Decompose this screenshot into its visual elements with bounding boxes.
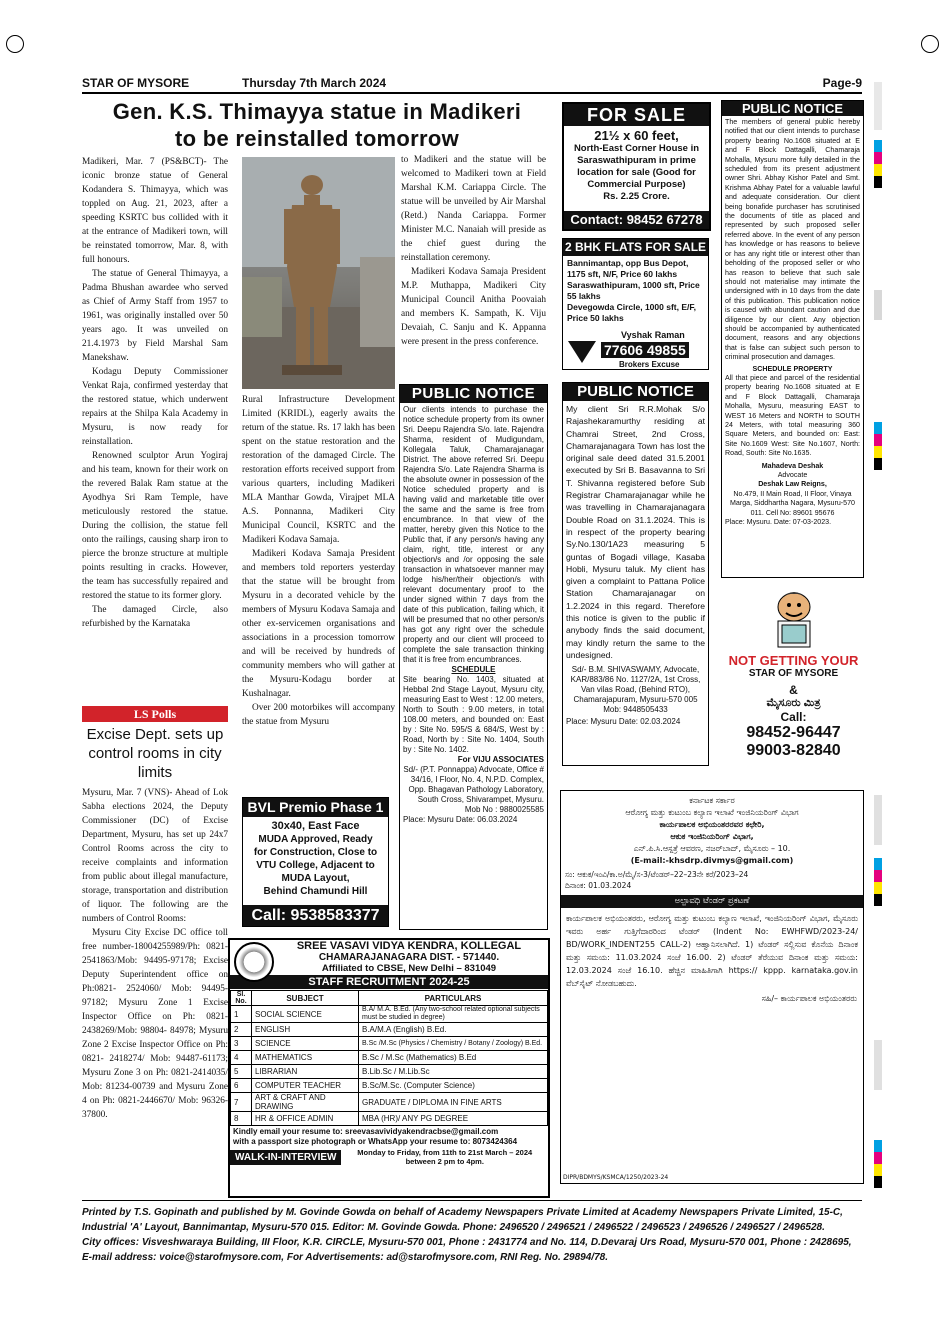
ad-paper: STAR OF MYSORE (748, 668, 839, 679)
ad-phone: Contact: 98452 67278 (564, 211, 709, 229)
cell: 5 (231, 1065, 252, 1079)
ad-amp: & (789, 683, 798, 697)
tender-code: DIPR/BDMYS/KSMCA/1250/2023-24 (563, 1174, 669, 1181)
ad-line: Saraswathipuram in prime (577, 155, 696, 166)
public-notice-viju (399, 384, 548, 930)
cell: B.Sc /M.Sc (Physics / Chemistry / Botany / Zoology) B.Ed. (359, 1037, 548, 1051)
cell: B.A/M.A (English) B.Ed. (359, 1023, 548, 1037)
tender-ref: ಸಂ: ಆಕುಕ/ಇಂವಿ/ಕಾ.ಅ/ಮೈ/ಸ-3/ಟೆಂಡರ್–22–23ನೇ ಕರೆ/2023–24 (565, 870, 749, 879)
subscription-ad (725, 585, 862, 775)
cell: 2 (231, 1023, 252, 1037)
public-notice-deshak (721, 100, 864, 578)
column-header: Sl. No. (231, 991, 252, 1006)
notice-title: PUBLIC NOTICE (722, 101, 863, 116)
school-whatsapp: with a passport size photograph or WhatsApp your resume to: 8073424364 (233, 1137, 518, 1146)
notice-place: Place: Mysuru Date: 06.03.2024 (403, 815, 518, 824)
cell: 7 (231, 1093, 252, 1112)
ad-title: BVL Premio Phase 1 (243, 798, 388, 817)
ad-phone: Call: 9538583377 (243, 905, 388, 926)
tender-date: ದಿನಾಂಕ: 01.03.2024 (565, 881, 632, 890)
column-header: SUBJECT (252, 991, 359, 1006)
advocate-address: No.479, II Main Road, II Floor, Vinaya Marga, Siddhartha Nagara, Mysuru-570 011. Cell No: 89601 95676 (730, 489, 855, 517)
ad-line: VTU College, Adjacent to (256, 860, 375, 871)
logo-icon (568, 341, 596, 363)
school-email: Kindly email your resume to: sreevasavividyakendracbse@gmail.com (233, 1127, 499, 1136)
statue-photo (242, 157, 395, 389)
recruitment-table (230, 990, 548, 1126)
advocate-role: Advocate (777, 471, 808, 480)
paragraph: Madikeri Kodava Samaja President M.P. Muthappa, Madikeri City Municipal Council Anitha Poovaiah and members K. Sampath, K. Viju Devaiah, C. Sanju and K. Appanna were present in the press conference. (401, 267, 546, 347)
imprint-footer (82, 1200, 862, 1265)
paragraph: Mysuru City Excise DC office toll free number-18004255989/Ph: 0821-2541863/Mob: 94495-97178; Excise Deputy Superintendent office on Ph:0821- 2524060/ Mob: 94495- 97182; Mysuru Zone 1 Excise Inspector Office on Ph: 0821-2438269/Mob: 98804- 84978; Mysuru Zone 2 Excise Inspector Office on Ph: 0821- 2418274/ Mob: 94487-61173; Mysuru Zone 3 on Ph: 0821-2414035/ Mob: 81234-00739 and Mysuru Zone 4 on Ph: 0821-2446670/ Mob: 96326-37800. (82, 928, 228, 1120)
cell: MBA (HR)/ ANY PG DEGREE (359, 1112, 548, 1126)
headline-line: to be reinstalled tomorrow (174, 126, 460, 151)
schedule-title: SCHEDULE PROPERTY (752, 364, 833, 373)
paragraph: The damaged Circle, also refurbished by the Karnataka (82, 605, 228, 629)
tender-notice (560, 790, 864, 1184)
masthead (82, 74, 862, 94)
tender-signature: ಸಹಿ/– ಕಾರ್ಯಪಾಲಕ ಅಭಿಯಂತರರು (761, 994, 857, 1003)
cell: B.A/ M.A. B.Ed. (Any two-school related optional subjects must be studied in degree) (359, 1006, 548, 1023)
cell: B.Sc / M.Sc (Mathematics) B.Ed (359, 1051, 548, 1065)
recruitment-banner: STAFF RECRUITMENT 2024-25 (230, 975, 548, 989)
mascot-icon (762, 585, 826, 649)
cell: 1 (231, 1006, 252, 1023)
tender-line: ಕರ್ನಾಟಕ ಸರ್ಕಾರ (689, 796, 735, 805)
notice-title: PUBLIC NOTICE (400, 385, 547, 403)
ad-line: North-East Corner House in (573, 143, 700, 154)
notice-title: PUBLIC NOTICE (563, 383, 708, 401)
agent-phone: 77606 49855 (601, 342, 689, 358)
headline-line: Gen. K.S. Thimayya statue in Madikeri (112, 99, 522, 124)
lead-headline (82, 98, 552, 152)
tender-body: ಕಾರ್ಯಪಾಲಕ ಅಭಿಯಂತರರು, ಆರೋಗ್ಯ ಮತ್ತು ಕುಟುಂಬ ಕಲ್ಯಾಣ ಇಲಾಖೆ, ಇಂಜಿನಿಯರಿಂಗ್ ವಿಭಾಗ, ಮೈಸೂರು ಇವರು ಅರ್ಹ ಗುತ್ತಿಗೆದಾರರಿಂದ ಟೆಂಡರ್ (Indent No: EWHFWD/2023-24/ BD/WORK_INDENT255 CALL-2) ಆಹ್ವಾನಿಸಲಾಗಿದೆ. 1) ಟೆಂಡರ್ ಸಲ್ಲಿಸುವ ಕೊನೆಯ ದಿನಾಂಕ ಮತ್ತು ಸಮಯ: 11.03.2024 ಸಂಜೆ 16.00. 2) ಟೆಂಡರ್ ತೆರೆಯುವ ದಿನಾಂಕ ಮತ್ತು ಸಮಯ: 12.03.2024 ಸಂಜೆ 16.10. ಹೆಚ್ಚಿನ ಮಾಹಿತಿಗಾಗಿ https:// kppp. karnataka.gov.in ವೆಬ್‌ಸೈಟ್ ನೋಡಬಹುದು. (566, 914, 858, 988)
ad-line: location for sale (Good for (577, 167, 696, 178)
school-recruitment-ad (228, 938, 550, 1198)
schedule-title: SCHEDULE (451, 665, 496, 674)
cell: GRADUATE / DIPLOMA IN FINE ARTS (359, 1093, 548, 1112)
advocate-name: Mahadeva Deshak (761, 461, 824, 470)
agent-tag: Brokers Excuse (619, 360, 680, 369)
ad-headline: NOT GETTING YOUR (728, 653, 859, 668)
imprint-line: City offices: Visveshwaraya Building, III Floor, K.R. CIRCLE, Mysuru-570 001, Phone : 2431774 and No. 114, D.Devaraj Urs Road, Mysuru-570 001, Phone : 2428695, E-mail address: voice@starofmysore.com, For Advertisements: ad@starofmysore.com, RNI Reg. No. 29894/78. (82, 1237, 852, 1263)
paper-name: STAR OF MYSORE (82, 76, 190, 90)
ad-call-label: Call: (780, 710, 807, 724)
cell: SCIENCE (252, 1037, 359, 1051)
issue-date: Thursday 7th March 2024 (242, 76, 387, 90)
notice-place: Place: Mysuru Date: 02.03.2024 (566, 717, 681, 727)
table-row (231, 1079, 548, 1093)
cell: SOCIAL SCIENCE (252, 1006, 359, 1023)
ad-line: MUDA Layout, (281, 873, 350, 884)
school-name: SREE VASAVI VIDYA KENDRA, KOLLEGAL (296, 940, 522, 952)
cell: LIBRARIAN (252, 1065, 359, 1079)
list-item: Devegowda Circle, 1000 sft, E/F, Price 50 lakhs (567, 302, 696, 323)
table-row (231, 1112, 548, 1126)
public-notice-mohak (562, 382, 709, 766)
ad-kannada-paper: ಮೈಸೂರು ಮಿತ್ರ (766, 697, 821, 709)
story-headline: Excise Dept. sets up control rooms in city limits (86, 726, 224, 781)
ls-polls-tag: LS Polls (82, 706, 228, 722)
ad-title: FOR SALE (564, 104, 709, 126)
school-logo-icon (234, 942, 274, 982)
registration-mark (6, 35, 24, 53)
schedule-body: Site bearing No. 1403, situated at Hebbal 2nd Stage Layout, Mysuru city, measuring East to West : 12.00 meters, North to South : 9.00 meters, in total 108.00 meters, and bounded on: East by : Site No. 595/S & 684/S, West by : Road, North by : Site No. 1404, South by : Site No. 1402. (403, 675, 544, 754)
cell: COMPUTER TEACHER (252, 1079, 359, 1093)
table-row (231, 1023, 548, 1037)
table-row (231, 1093, 548, 1112)
cell: 6 (231, 1079, 252, 1093)
flats-for-sale-ad (562, 238, 709, 370)
ad-line: Behind Chamundi Hill (263, 886, 368, 897)
tender-band: ಅಲ್ಪಾವಧಿ ಟೆಂಡರ್ ಪ್ರಕಟಣೆ (561, 895, 863, 908)
page-number: Page-9 (822, 76, 862, 90)
table-row (231, 1051, 548, 1065)
notice-for: For VIJU ASSOCIATES (457, 755, 544, 764)
notice-body: Our clients intends to purchase the notice schedule property from its owner Sri. Deepu Rajendra S/o. late. Rajendra Sharma, resident of Mudigundam, Kollegala Taluk, Chamarajanagar District. The above referred Sri. Deepu Rajendra S/o. Late Rajendra Sharma is the absolute owner in possession of the Notice scheduled property and is having valid and marketable title over the same and the same is free from encumbrance. In that view of the matter, hereby given this Notice to the Public that, if any person/s having any claim, right, title, interest or any objection/s and /or opposing the sale transaction in whatsoever manner may lodge his/her/their objection/s with relevant documentary proof to the under signed within 7 days from the date of this publication, failing which, it will be presumed that no other person/s has got any right over the schedule property and our client will proceed to complete the sale transaction thinking that it is free from encumbrances. (403, 405, 544, 664)
tender-line: ಕಾರ್ಯಪಾಲಕ ಅಭಿಯಂತರರವರ ಕಛೇರಿ, (659, 820, 765, 829)
tender-email: (E-mail:-khsdrp.divmys@gmail.com) (630, 856, 794, 865)
registration-mark (921, 35, 939, 53)
tender-line: ಎನ್.ಪಿ.ಸಿ.ಆಸ್ಪತ್ರೆ ಆವರಣ, ನಜರ್‌ಬಾದ್, ಮೈಸೂರು – 10. (633, 844, 791, 853)
paragraph: Madikeri Kodava Samaja President and members told reporters yesterday that the statue will be brought from Mysuru in a decorated vehicle by the members of Mysuru Kodava Samaja and other ex-servicemen organisations and associations in a procession tomorrow and will be received by hundreds of community members who will gather at the Mysuru-Kodagu border at Kushalnagar. (242, 549, 395, 699)
ad-line: Commercial Purpose) (587, 179, 686, 190)
ad-phone: 98452-96447 (746, 724, 841, 741)
notice-signature: Sd/- (P.T. Ponnappa) Advocate, Office # 34/16, I Floor, No. 4, N.P.D. Complex, Opp. Bhagavan Pathology Laboratory, South Cross, Shivarampet, Mysuru. Mob No : 9880025585 (403, 765, 544, 814)
lead-column-3 (401, 153, 546, 349)
table-row (231, 1065, 548, 1079)
bvl-premio-ad (242, 797, 389, 927)
walk-in-time: Monday to Friday, from 11th to 21st March – 2024 between 2 pm to 4pm. (357, 1148, 533, 1166)
ad-phone: 99003-82840 (746, 742, 841, 759)
for-sale-ad (562, 102, 711, 231)
ad-line: MUDA Approved, Ready (258, 834, 373, 845)
notice-body: The members of general public hereby notified that our client intends to purchase property bearing No.1608 situated at E and F Block Dattagalli, Chamaraja Mohalla, Mysuru more fully detailed in the scheduled from its present adjustment owner Shri. Abhay Kishor Patel and Smt. Krishma Abhay Patel for a valuable lawful and adequate consideration. Our client being bonafide purchaser has scrutinised the documents of title as placed and represented by such proposed seller referred above. In the event of any person has knowledge or has reasons to believe or has any right title or interest other than beholding of the proposed seller or who has reason to believe that such sale should not materialise may intimate the undersigned with in 10 days from the date of this publication. This publication notice is caused with abundant caution and due diligence by our client. Any objection should be accompanied by authenticated document, reasons and any objections that is false can subject such person to criminal prosecution and damages. (725, 118, 860, 362)
ad-title: 2 BHK FLATS FOR SALE (564, 240, 707, 254)
paragraph: to Madikeri and the statue will be welcomed to Madikeri town at Field Marshal K.M. Cariappa Circle. The statue will be unveiled by Air Marshal (Retd.) Nanda Cariappa. Former Minister M.C. Nanaiah will preside as the chief guest during the reinstallation ceremony. (401, 155, 546, 263)
cell: MATHEMATICS (252, 1051, 359, 1065)
lead-column-2 (242, 393, 395, 729)
cell: B.Sc/M.Sc. (Computer Science) (359, 1079, 548, 1093)
table-header-row (231, 991, 548, 1006)
cell: 3 (231, 1037, 252, 1051)
table-row (231, 1006, 548, 1023)
column-header: PARTICULARS (359, 991, 548, 1006)
notice-body: My client Sri R.R.Mohak S/o Rajashekaramurthy residing at Chamrai Street, 2nd Cross, Chamarajanagara Town has lost the original sale deed dated 31.5.2001 executed by Sri B. Basavanna to Sri T. Shivanna registered before Sub Registrar Chamarajanagar while he was travelling in Chamarajanagara Double Road on 31.1.2024. This is in respect of the property bearing Sy.No.130/1A23 measuring 5 guntas of Bogadi village, Kasaba Hobli, Mysuru taluk. My client has given a complaint to Pattana Police Station Chamarajanagar on 1.2.2024 in this regard. Therefore this notice is given to the public if anybody finds the said document, may kindly return the same to the undesigned. (566, 404, 705, 660)
paragraph: The statue of General Thimayya, a Padma Bhushan awardee who served as Chief of Army Staff from 1957 to 1961, was originally installed over 50 years ago. It was unveiled on 21.4.1973 by Field Marshal Sam Manekshaw. (82, 269, 228, 363)
ad-size: 21½ x 60 feet, (594, 128, 679, 143)
cell: 4 (231, 1051, 252, 1065)
cell: B.Lib.Sc / M.Lib.Sc (359, 1065, 548, 1079)
tender-line: ಆರೋಗ್ಯ ಮತ್ತು ಕುಟುಂಬ ಕಲ್ಯಾಣ ಇಲಾಖೆ ಇಂಜಿನಿಯರಿಂಗ್ ವಿಭಾಗ (625, 808, 799, 817)
cell: HR & OFFICE ADMIN (252, 1112, 359, 1126)
schedule-body: All that piece and parcel of the residential property bearing No.1608 situated at E and F Block Dattagalli, Chamaraja Mohalla, Mysuru, measuring EAST to WEST 16 Meters and NORTH to SOUTH 24 Meters, with total measuring 360 Square Meters, and bounded on: East: Site No.1609 West: Site No.1607, North: Road, South: Site No.1635. (725, 373, 860, 458)
cell: 8 (231, 1112, 252, 1126)
notice-signature: Sd/- B.M. SHIVASWAMY, Advocate, KAR/883/86 No. 1127/2A, 1st Cross, Van vilas Road, (Behind RTO), Chamarajapuram, Mysuru-570 005 Mob: 9448505433 (570, 665, 701, 715)
cell: ART & CRAFT AND DRAWING (252, 1093, 359, 1112)
agent-name: Vyshak Raman (621, 330, 685, 340)
paragraph: Madikeri, Mar. 7 (PS&BCT)- The iconic bronze statue of General Kodandera S. Thimayya, which was toppled on Aug. 21, 2023, after a speeding KSRTC bus collided with it at the entrance of Madikeri town, will be reinstated tomorrow, Mar. 8, with full honours. (82, 157, 228, 265)
cell: ENGLISH (252, 1023, 359, 1037)
paragraph: Kodagu Deputy Commissioner Venkat Raja, confirmed yesterday that the restored statue, which underwent repairs at the Shilpa Kala Academy in Mysuru, is now ready for reinstallation. (82, 367, 228, 447)
ad-line: Rs. 2.25 Crore. (603, 191, 670, 202)
school-affiliation: Affiliated to CBSE, New Delhi – 831049 (321, 963, 497, 974)
advocate-firm: Deshak Law Reigns, (758, 480, 827, 489)
ad-line: for Construction, Close to (253, 847, 378, 858)
ad-line: 30x40, East Face (271, 820, 360, 832)
notice-place: Place: Mysuru. Date: 07-03-2023. (725, 518, 832, 527)
paragraph: Mysuru, Mar. 7 (VNS)- Ahead of Lok Sabha elections 2024, the Deputy Commissioner (DC) of Excise Department, Mysuru, has set up 24x7 Control Rooms across the city to receive complaints and information from public about illegal manufacture, storage, transportation and distribution of liquor. The following are the numbers of Control Rooms: (82, 788, 228, 924)
paragraph: Renowned sculptor Arun Yogiraj and his team, known for their work on the revered Balak Ram statue at the Ayodhya Sri Ram Temple, have meticulously restored the statue. During the collision, the statue fell onto the railings, causing sharp iron to pierce the bronze structure at multiple points resulting in cracks. However, the team has successfully repaired and restored the statue to its former glory. (82, 451, 228, 601)
list-item: Saraswathipuram, 1000 sft, Price 55 lakhs (567, 280, 700, 301)
imprint-line: Printed by T.S. Gopinath and published by M. Govinde Gowda on behalf of Academy Newspapers Private Limited at Academy Newspapers Private Limited, 15-C, Industrial 'A' Layout, Bannimantap, Mysuru-570 015. Editor: M. Govinde Gowda. Phone: 2496520 / 2496521 / 2496522 / 2496523 / 2496526 / 2496527 / 2496528. (82, 1207, 843, 1233)
paragraph: Over 200 motorbikes will accompany the statue from Mysuru (242, 703, 395, 727)
tender-line: ಆಕುಕ ಇಂಜಿನಿಯರಿಂಗ್ ವಿಭಾಗ, (670, 832, 754, 841)
paragraph: Rural Infrastructure Development Limited (KRIDL), eagerly awaits the return of the statue. Rs. 17 lakh has been spent on the statue restoration and the restoration of the damaged Circle. The restoration efforts received support from various quarters, including Madikeri MLA Manthar Gowda, Virajpet MLA A.S. Ponnanna, Madikeri City Municipal Council, KSRTC and the Madikeri Kodava Samaja. (242, 395, 395, 545)
ls-polls-story (82, 706, 228, 1122)
list-item: Bannimantap, opp Bus Depot, 1175 sft, N/F, Price 60 lakhs (567, 258, 689, 279)
lead-column-1 (82, 155, 228, 631)
walk-in-label: WALK-IN-INTERVIEW (230, 1150, 341, 1165)
school-district: CHAMARAJANAGARA DIST. - 571440. (318, 952, 500, 963)
table-row (231, 1037, 548, 1051)
